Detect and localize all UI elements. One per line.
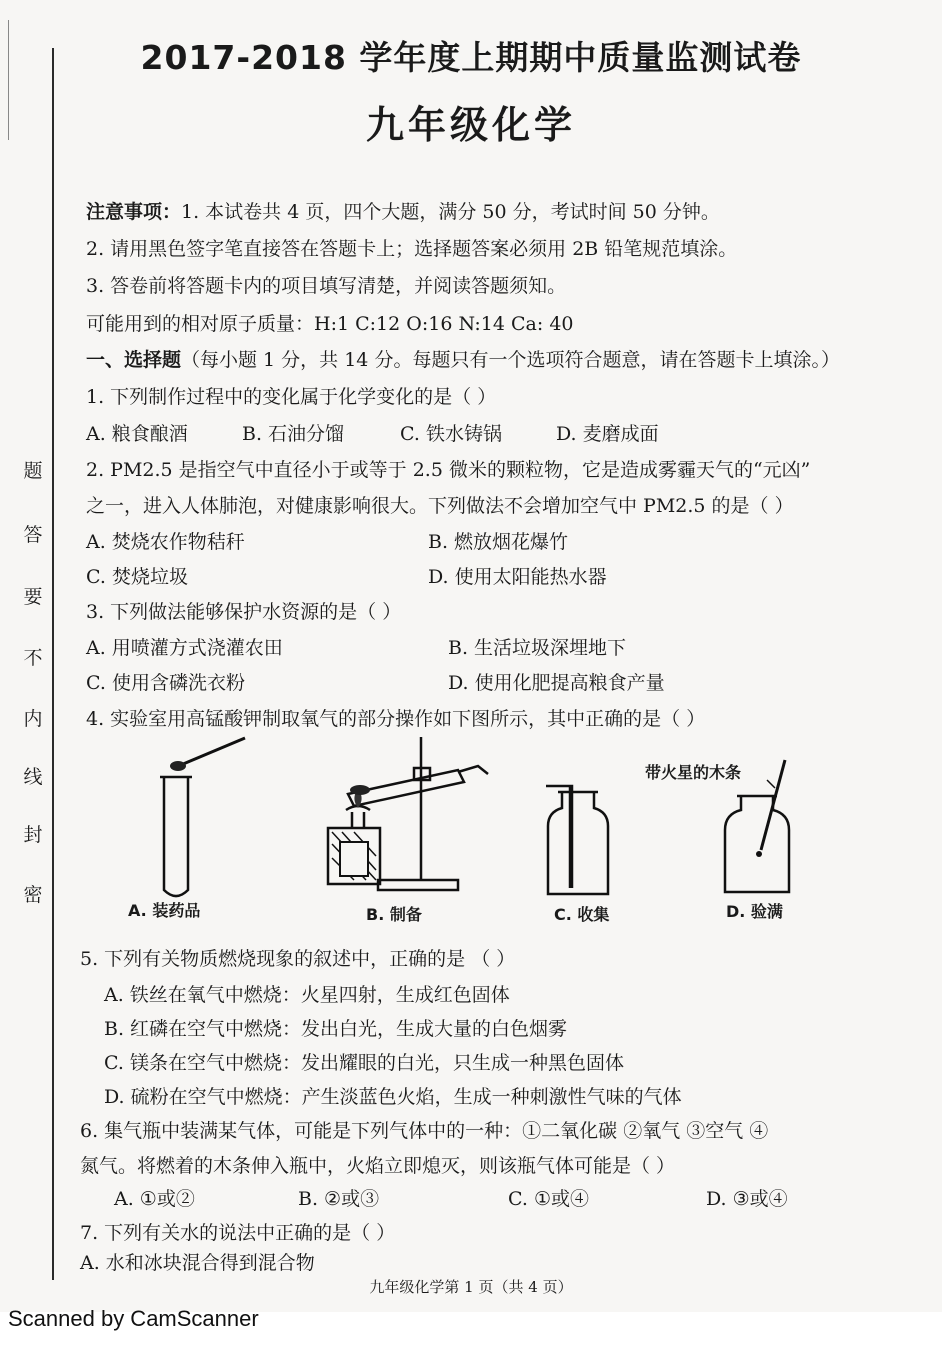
- atomic-masses: 可能用到的相对原子质量：H:1 C:12 O:16 N:14 Ca: 40: [86, 313, 574, 335]
- figure-c-gas-bottle: [540, 772, 620, 902]
- binding-char: 线: [23, 766, 43, 788]
- note-1: 1. 本试卷共 4 页，四个大题，满分 50 分，考试时间 50 分钟。: [181, 201, 720, 223]
- q3-option-c: C. 使用含磷洗衣粉: [86, 672, 245, 694]
- binding-char: 不: [23, 647, 43, 669]
- notes-label: 注意事项：: [86, 201, 182, 223]
- q6-option-c: C. ①或④: [508, 1188, 589, 1210]
- q6-stem-2: 氮气。将燃着的木条伸入瓶中，火焰立即熄灭，则该瓶气体可能是（ ）: [80, 1155, 676, 1177]
- q7-stem: 7. 下列有关水的说法中正确的是（ ）: [80, 1222, 396, 1244]
- section-label: 一、选择题: [86, 349, 182, 371]
- section-desc: （每小题 1 分，共 14 分。每题只有一个选项符合题意，请在答题卡上填涂。）: [181, 349, 840, 371]
- q5-option-d: D. 硫粉在空气中燃烧：产生淡蓝色火焰，生成一种刺激性气味的气体: [104, 1086, 682, 1108]
- figure-a-caption: A. 装药品: [128, 901, 201, 920]
- binding-char: 内: [23, 708, 43, 730]
- binding-char: 要: [23, 586, 43, 608]
- q3-option-a: A. 用喷灌方式浇灌农田: [86, 637, 283, 659]
- binding-char: 题: [23, 460, 43, 482]
- q4-stem: 4. 实验室用高锰酸钾制取氧气的部分操作如下图所示，其中正确的是（ ）: [86, 708, 706, 730]
- binding-line: [52, 48, 54, 1280]
- exam-subtitle: 九年级化学: [365, 103, 576, 147]
- q3-option-d: D. 使用化肥提高粮食产量: [448, 672, 665, 694]
- q2-option-a: A. 焚烧农作物秸秆: [86, 531, 245, 553]
- splint-label: 带火星的木条: [645, 763, 742, 782]
- q2-option-c: C. 焚烧垃圾: [86, 566, 188, 588]
- q6-stem-1: 6. 集气瓶中装满某气体，可能是下列气体中的一种：①二氧化碳 ②氧气 ③空气 ④: [80, 1120, 769, 1142]
- q3-stem: 3. 下列做法能够保护水资源的是（ ）: [86, 601, 402, 623]
- q5-option-b: B. 红磷在空气中燃烧：发出白光，生成大量的白色烟雾: [104, 1018, 568, 1040]
- q2-stem-2: 之一，进入人体肺泡，对健康影响很大。下列做法不会增加空气中 PM2.5 的是（ ）: [86, 495, 794, 517]
- binding-char: 封: [23, 824, 43, 846]
- figure-b-heating-setup: [318, 732, 498, 902]
- figure-a-test-tube: [150, 732, 260, 902]
- note-2: 2. 请用黑色签字笔直接答在答题卡上；选择题答案必须用 2B 铅笔规范填涂。: [86, 238, 738, 260]
- q1-option-c: C. 铁水铸锅: [400, 423, 502, 445]
- binding-char: 答: [23, 524, 43, 546]
- q5-stem: 5. 下列有关物质燃烧现象的叙述中，正确的是 （ ）: [80, 948, 516, 970]
- q6-option-b: B. ②或③: [298, 1188, 380, 1210]
- binding-char: 密: [23, 884, 43, 906]
- q1-stem: 1. 下列制作过程中的变化属于化学变化的是（ ）: [86, 386, 497, 408]
- q2-stem-1: 2. PM2.5 是指空气中直径小于或等于 2.5 微米的颗粒物，它是造成雾霾天气的“元凶”: [86, 459, 811, 481]
- section-heading: [86, 345, 840, 372]
- q1-option-d: D. 麦磨成面: [556, 423, 659, 445]
- figure-d-gas-bottle-splint: [715, 758, 815, 898]
- notes-line-1: [86, 197, 720, 224]
- note-3: 3. 答卷前将答题卡内的项目填写清楚，并阅读答题须知。: [86, 275, 567, 297]
- q2-option-b: B. 燃放烟花爆竹: [428, 531, 569, 553]
- q6-option-d: D. ③或④: [706, 1188, 788, 1210]
- q6-option-a: A. ①或②: [114, 1188, 195, 1210]
- q3-option-b: B. 生活垃圾深埋地下: [448, 637, 627, 659]
- q1-option-a: A. 粮食酿酒: [86, 423, 188, 445]
- figure-d-caption: D. 验满: [726, 902, 783, 921]
- figure-c-caption: C. 收集: [554, 905, 610, 924]
- exam-title: 2017-2018 学年度上期期中质量监测试卷: [140, 38, 802, 77]
- q1-option-b: B. 石油分馏: [242, 423, 345, 445]
- q7-option-a: A. 水和冰块混合得到混合物: [80, 1252, 315, 1274]
- q5-option-a: A. 铁丝在氧气中燃烧：火星四射，生成红色固体: [104, 984, 510, 1006]
- figure-b-caption: B. 制备: [366, 905, 422, 924]
- page-footer: 九年级化学第 1 页（共 4 页）: [369, 1278, 573, 1296]
- scan-edge: [942, 0, 950, 1312]
- q2-option-d: D. 使用太阳能热水器: [428, 566, 607, 588]
- q5-option-c: C. 镁条在空气中燃烧：发出耀眼的白光，只生成一种黑色固体: [104, 1052, 624, 1074]
- scanner-watermark: Scanned by CamScanner: [8, 1306, 259, 1331]
